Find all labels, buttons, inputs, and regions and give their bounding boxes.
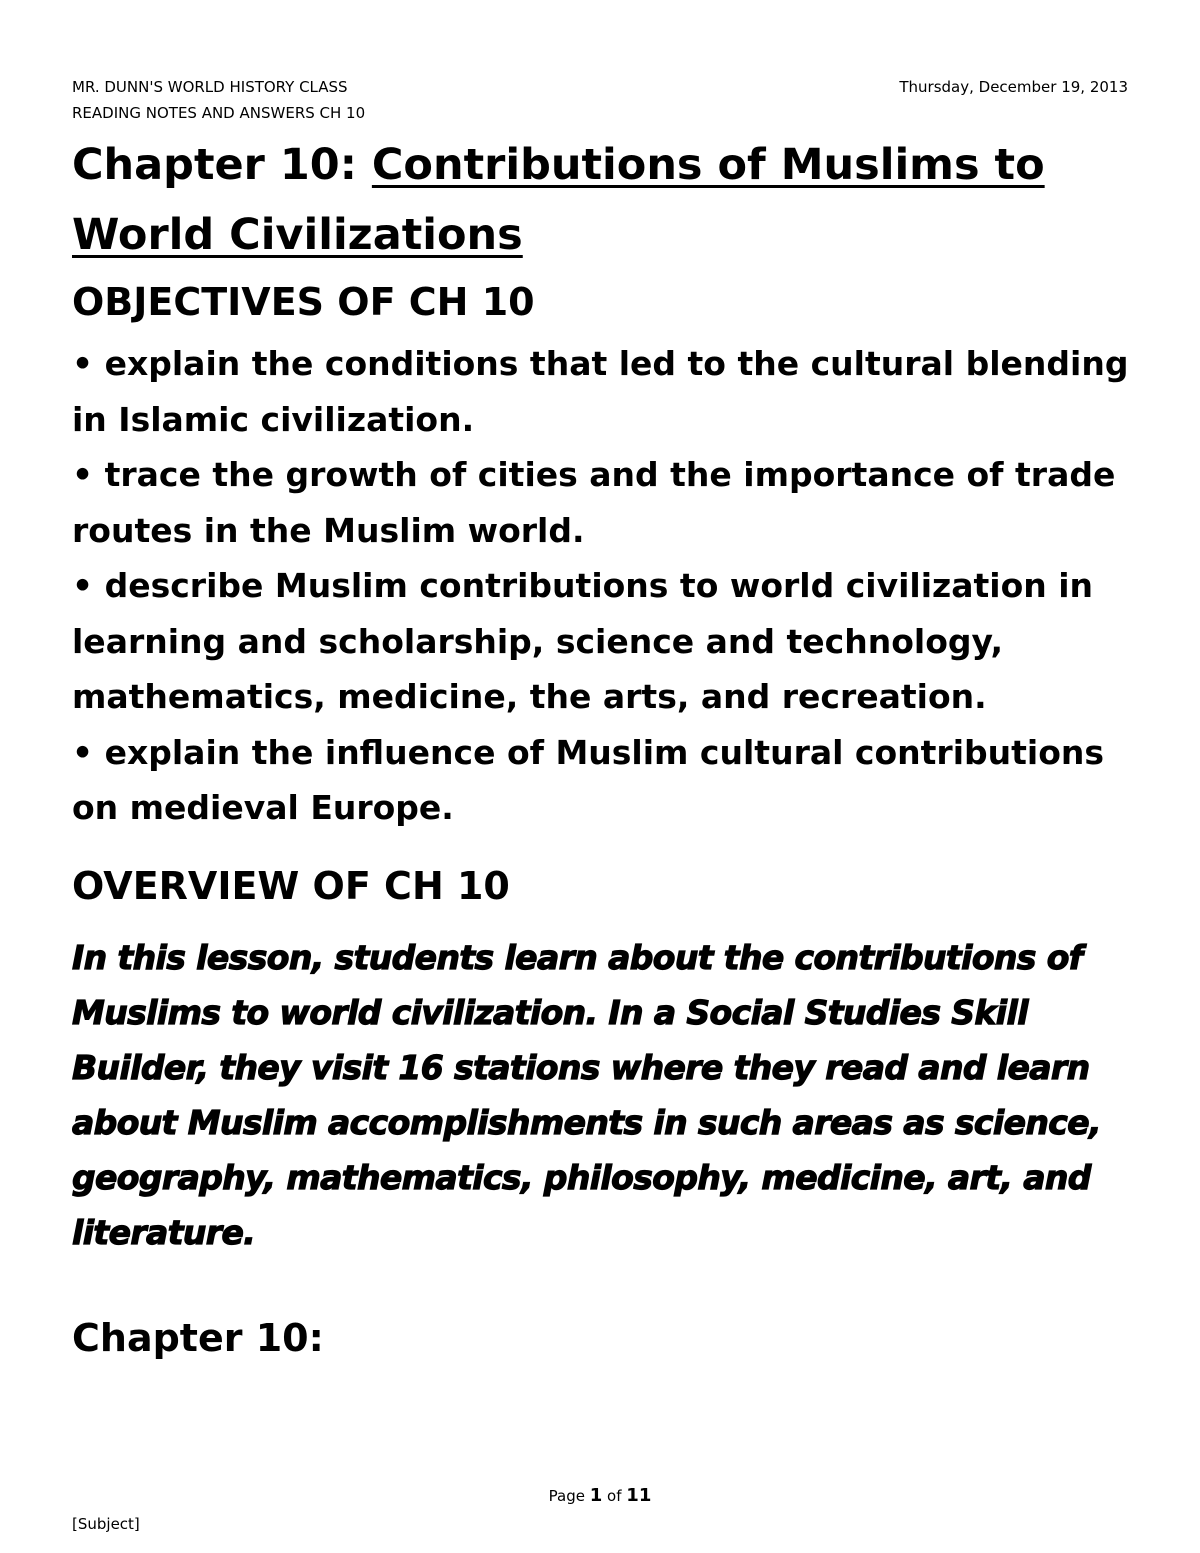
chapter-subheading: Chapter 10: <box>72 1315 324 1360</box>
header-course-info <box>72 74 365 126</box>
footer-subject: [Subject] <box>72 1515 140 1533</box>
chapter-title <box>72 130 1152 270</box>
page-current: 1 <box>589 1485 603 1506</box>
objective-item: • explain the influence of Muslim cultural contributions on medieval Europe. <box>72 732 1105 827</box>
page-label: Page <box>548 1487 585 1505</box>
document-body <box>72 130 1152 1366</box>
overview-heading: OVERVIEW OF CH 10 <box>72 863 510 908</box>
header-class-name: MR. DUNN'S WORLD HISTORY CLASS <box>72 78 348 96</box>
objective-item: • describe Muslim contributions to world civilization in learning and scholarship, science and technology, mathematics, medicine, the arts, and recreation. <box>72 566 1094 716</box>
overview-text: In this lesson, students learn about the contributions of Muslims to world civilization. In a Social Studies Skill Builder, they visit 16 stations where they read and learn about Muslim accomplishments in such areas as science, geography, mathematics, philosophy, medicine, art, and literature. <box>72 937 1101 1252</box>
header-doc-type: READING NOTES AND ANSWERS CH 10 <box>72 104 366 122</box>
chapter-title-prefix: Chapter 10: <box>72 140 372 190</box>
header-date: Thursday, December 19, 2013 <box>899 78 1128 96</box>
page-total: 11 <box>626 1485 652 1506</box>
objectives-list <box>72 336 1152 836</box>
page-of: of <box>607 1487 622 1505</box>
objective-item: • trace the growth of cities and the importance of trade routes in the Muslim world. <box>72 455 1116 550</box>
chapter-title-underlined: Contributions of Muslims to World Civilizations <box>72 140 1045 260</box>
objectives-heading: OBJECTIVES OF CH 10 <box>72 280 535 324</box>
objective-item: • explain the conditions that led to the cultural blending in Islamic civilization. <box>72 344 1129 439</box>
page-number <box>0 1484 1200 1508</box>
